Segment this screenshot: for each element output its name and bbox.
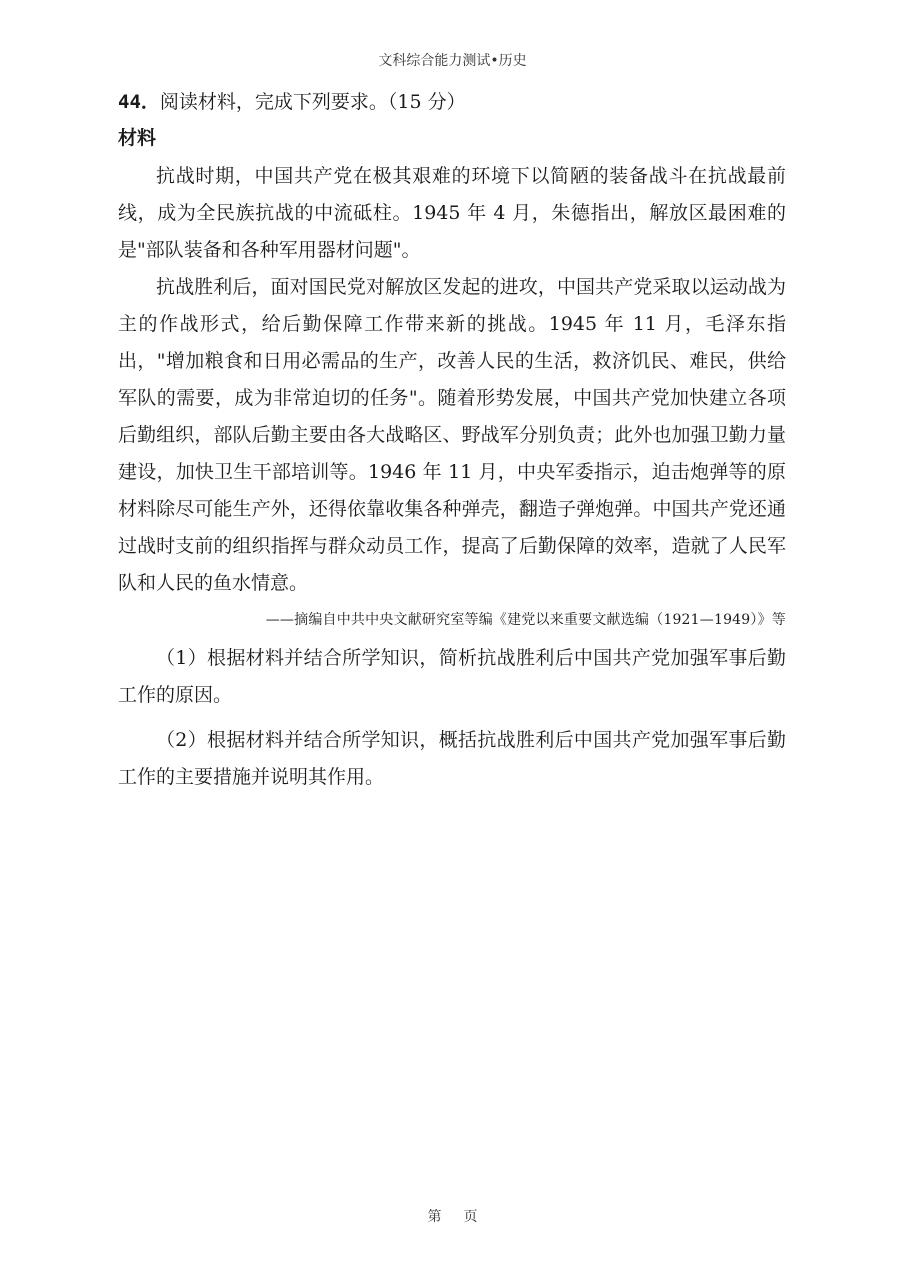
sub-question-1: （1）根据材料并结合所学知识，简析抗战胜利后中国共产党加强军事后勤工作的原因。 — [118, 647, 786, 706]
question-title — [118, 86, 786, 118]
page-header: 文科综合能力测试•历史 — [378, 53, 527, 69]
page-footer — [0, 1206, 905, 1226]
material-heading: 材料 — [118, 127, 157, 149]
question-prompt: 阅读材料，完成下列要求。（15 分） — [159, 91, 466, 113]
question-content — [118, 86, 786, 804]
material-paragraph-2: 抗战胜利后，面对国民党对解放区发起的进攻，中国共产党采取以运动战为主的作战形式，给后勤保障工作带来新的挑战。1945 年 11 月，毛泽东指出，"增加粮食和日用必需品的生产，改善人民的生活，救济饥民、难民，供给军队的需要，成为非常迫切的任务"。随着形势发展，中国共产党加快建立各项后勤组织，部队后勤主要由各大战略区、野战军分别负责；此外也加强卫勤力量建设，加快卫生干部培训等。1946 年 11 月，中央军委指示，迫击炮弹等的原材料除尽可能生产外，还得依靠收集各种弹壳，翻造子弹炮弹。中国共产党还通过战时支前的组织指挥与群众动员工作，提高了后勤保障的效率，造就了人民军队和人民的鱼水情意。 — [118, 276, 786, 594]
material-source: ——摘编自中共中央文献研究室等编《建党以来重要文献选编（1921—1949）》等 — [265, 612, 786, 628]
sub-question-2: （2）根据材料并结合所学知识，概括抗战胜利后中国共产党加强军事后勤工作的主要措施并说明其作用。 — [118, 729, 786, 788]
question-number: 44． — [118, 91, 160, 113]
footer-page-prefix: 第 — [427, 1209, 442, 1225]
footer-page-suffix: 页 — [463, 1209, 478, 1225]
material-paragraph-1: 抗战时期，中国共产党在极其艰难的环境下以简陋的装备战斗在抗战最前线，成为全民族抗战的中流砥柱。1945 年 4 月，朱德指出，解放区最困难的是"部队装备和各种军用器材问题"。 — [118, 165, 786, 261]
